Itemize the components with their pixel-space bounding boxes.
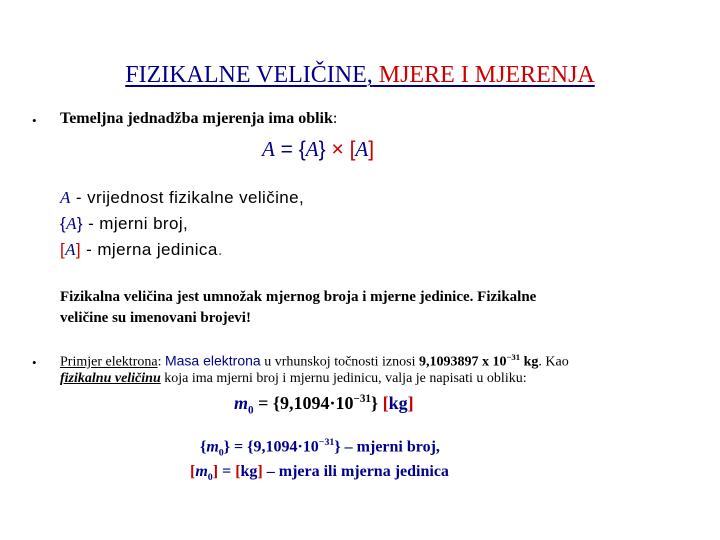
ex-unit: kg [388, 393, 408, 413]
fizikalna-line1: Fizikalna veličina jest umnožak mjernog broja i mjerne jedinice. Fizikalne [60, 289, 537, 305]
definition-value [60, 188, 304, 208]
fin1-m: m [206, 438, 219, 456]
definition-unit [60, 240, 223, 260]
primjer-masa: Masa elektrona [164, 352, 261, 369]
formula-bracket-open: [ [349, 138, 356, 161]
title-part1: FIZIKALNE VELIČINE [125, 62, 367, 88]
def2-text: - mjerni broj, [82, 214, 189, 233]
primjer-label: Primjer elektrona [60, 354, 158, 370]
fin1-open: { [200, 438, 207, 456]
bullet-2: • [32, 355, 37, 370]
fin1-close: } [223, 438, 231, 456]
ex-close: } [370, 393, 379, 413]
def3-text: - mjerna jedinica [81, 240, 218, 259]
fin1-rest: } – mjerni broj, [334, 438, 440, 456]
def1-text: - vrijednost fizikalne veličine, [70, 188, 305, 207]
fin2-m: m [195, 463, 208, 480]
def3-dot: . [217, 240, 223, 259]
final-line1 [200, 437, 440, 459]
fin1-eq: = {9,1094·10 [230, 438, 319, 456]
primjer-end: . Kao [538, 354, 569, 370]
def2-symbol: A [66, 214, 77, 233]
primjer-mid: u vrhunskoj točnosti iznosi [260, 354, 419, 370]
final-line2 [190, 463, 449, 483]
fin2-sub: 0 [207, 472, 213, 484]
ex-open: { [272, 393, 280, 413]
fin1-exp: −31 [318, 437, 335, 448]
formula-brace-open: { [298, 138, 306, 161]
def1-symbol: A [60, 188, 71, 207]
fin2-kclose: ] [257, 463, 263, 480]
intro-label: Temeljna jednadžba mjerenja ima oblik [60, 110, 333, 127]
fin2-bclose: ] [212, 463, 219, 480]
fin1-sub: 0 [218, 447, 224, 459]
def2-open: { [60, 214, 67, 233]
fin2-rest: – mjera ili mjerna jedinica [262, 463, 449, 480]
example-formula [234, 393, 414, 417]
primjer-line2-rest: koja ima mjerni broj i mjernu jedinicu, valja je napisati u obliku: [160, 371, 527, 386]
ex-sub: 0 [248, 404, 254, 417]
fin2-kg: kg [240, 463, 258, 480]
intro-text [60, 110, 337, 128]
formula-brace-close: } [318, 138, 326, 161]
primjer-unit: kg [520, 354, 539, 370]
formula-brace-a: A [305, 137, 319, 161]
primjer-exp: −31 [506, 352, 521, 362]
primjer-colon: : [157, 354, 165, 370]
formula-times: × [325, 138, 350, 161]
bullet-1: • [32, 113, 37, 128]
page-title [0, 62, 720, 89]
def3-symbol: A [65, 240, 76, 259]
fizikalna-line2: veličine su imenovani brojevi! [60, 310, 251, 326]
formula-a: A [262, 137, 275, 161]
title-comma: , [366, 62, 373, 88]
ex-exp: −31 [353, 393, 371, 405]
primjer-em: fizikalnu veličinu [60, 371, 161, 386]
def3-close: ] [75, 240, 82, 259]
main-formula [262, 137, 374, 162]
fin2-bopen: [ [190, 463, 196, 480]
ex-bopen: [ [382, 393, 389, 413]
intro-colon: : [332, 110, 338, 127]
definition-number [60, 214, 188, 234]
primjer-line1 [60, 352, 569, 371]
ex-bclose: ] [407, 393, 414, 413]
ex-m: m [234, 393, 249, 413]
ex-eq: = [253, 393, 273, 413]
primjer-line2 [60, 371, 527, 387]
fin2-eq: = [218, 463, 236, 480]
title-part2: MJERE I MJERENJA [372, 62, 595, 88]
formula-eq: = [274, 138, 299, 161]
def3-open: [ [60, 240, 66, 259]
primjer-value: 9,1093897 x 10 [418, 354, 507, 370]
def2-close: } [76, 214, 83, 233]
formula-bracket-close: ] [368, 138, 375, 161]
fin2-kopen: [ [235, 463, 241, 480]
formula-bracket-a: A [355, 137, 369, 161]
ex-num: 9,1094·10 [279, 393, 354, 413]
